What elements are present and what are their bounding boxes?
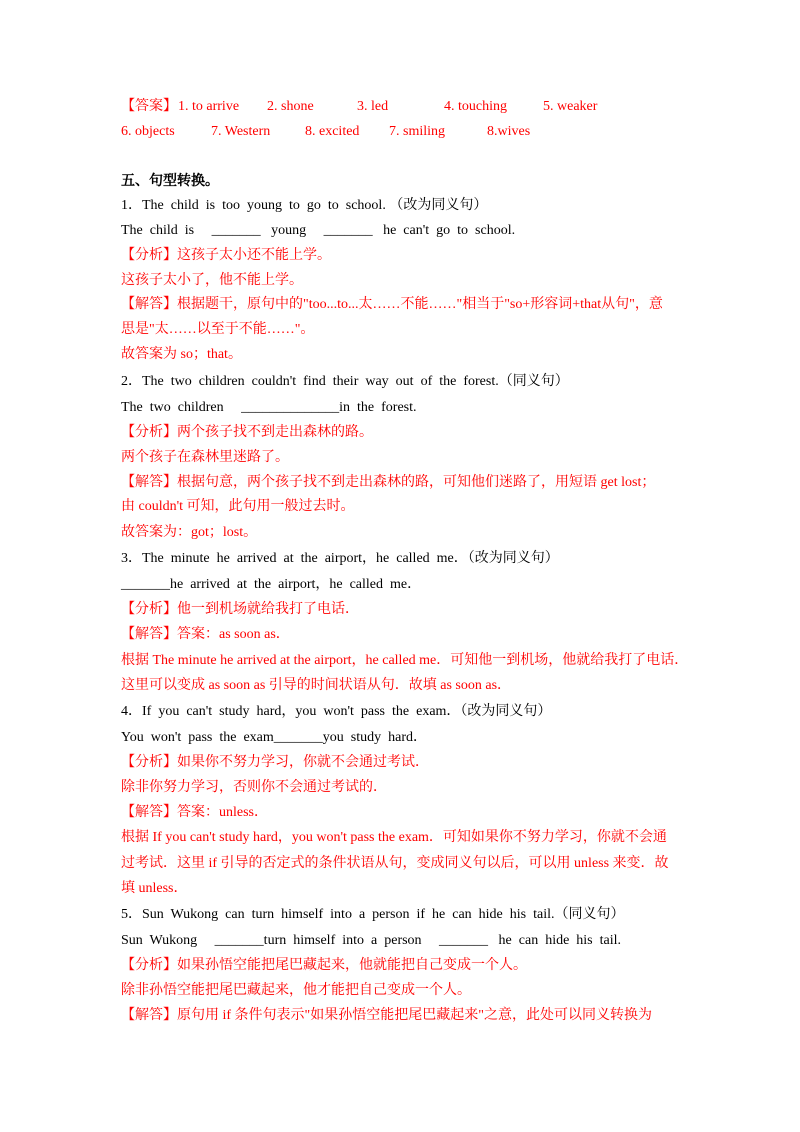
question-4: 4．If you can't study hard，you won't pass the exam．（改为同义句） (121, 704, 552, 719)
analysis-4-text: 除非你努力学习，否则你不会通过考试的． (121, 780, 387, 795)
question-2: 2．The two children couldn't find their way out of the forest.（同义句） (121, 374, 569, 389)
question-3: 3．The minute he arrived at the airport，he called me．（改为同义句） (121, 551, 559, 566)
question-5-blank-sentence: Sun Wukong _______turn himself into a person _______ he can hide his tail. (121, 933, 622, 948)
answer-1: 故答案为 so；that。 (121, 347, 242, 362)
answer-item: 7. Western (211, 124, 271, 139)
question-5: 5．Sun Wukong can turn himself into a person if he can hide his tail.（同义句） (121, 907, 625, 922)
answer-item: 6. objects (121, 124, 175, 139)
analysis-5-text: 除非孙悟空能把尾巴藏起来，他才能把自己变成一个人。 (121, 983, 471, 998)
solution-3-text: 根据 The minute he arrived at the airport，he called me．可知他一到机场，他就给我打了电话． (121, 653, 689, 668)
solution-1-cont: 思是"太……以至于不能……"。 (121, 322, 315, 337)
question-1-blank-sentence: The child is _______ young _______ he can't go to school. (121, 223, 516, 238)
solution-5: 【解答】原句用 if 条件句表示"如果孙悟空能把尾巴藏起来"之意，此处可以同义转换为 (121, 1008, 652, 1023)
question-4-blank-sentence: You won't pass the exam_______you study hard． (121, 730, 427, 745)
answer-label: 【答案】 (121, 99, 177, 114)
answer-item: 2. shone (267, 99, 314, 114)
question-1: 1．The child is too young to go to school. （改为同义句） (121, 198, 488, 213)
analysis-5: 【分析】如果孙悟空能把尾巴藏起来，他就能把自己变成一个人。 (121, 958, 527, 973)
analysis-1: 【分析】这孩子太小还不能上学。 (121, 248, 331, 263)
answer-item: 4. touching (444, 99, 507, 114)
solution-4-text: 根据 If you can't study hard，you won't pass the exam．可知如果你不努力学习，你就不会通 (121, 830, 667, 845)
analysis-2: 【分析】两个孩子找不到走出森林的路。 (121, 425, 373, 440)
solution-2: 【解答】根据句意，两个孩子找不到走出森林的路，可知他们迷路了，用短语 get lost； (121, 475, 656, 490)
answer-item: 1. to arrive (178, 99, 240, 114)
analysis-2-text: 两个孩子在森林里迷路了。 (121, 450, 289, 465)
answer-item: 7. smiling (389, 124, 446, 139)
answer-item: 8.wives (487, 124, 531, 139)
section-title: 五、句型转换。 (121, 174, 219, 189)
analysis-3: 【分析】他一到机场就给我打了电话． (121, 602, 359, 617)
analysis-4: 【分析】如果你不努力学习，你就不会通过考试． (121, 755, 429, 770)
answer-item: 8. excited (305, 124, 360, 139)
question-3-blank-sentence: _______he arrived at the airport，he called me． (121, 577, 422, 592)
solution-2-cont: 由 couldn't 可知，此句用一般过去时。 (121, 499, 355, 514)
solution-3-cont: 这里可以变成 as soon as 引导的时间状语从句．故填 as soon as． (121, 678, 512, 693)
solution-4: 【解答】答案：unless． (121, 805, 268, 820)
answer-2: 故答案为：got；lost。 (121, 525, 258, 540)
answer-item: 5. weaker (543, 99, 598, 114)
answer-item: 3. led (357, 99, 389, 114)
solution-4-end: 填 unless． (121, 881, 188, 896)
solution-4-cont: 过考试．这里 if 引导的否定式的条件状语从句，变成同义句以后，可以用 unless 来变．故 (121, 856, 669, 871)
analysis-1-text: 这孩子太小了，他不能上学。 (121, 273, 303, 288)
solution-1: 【解答】根据题干，原句中的"too...to...太……不能……"相当于"so+形容词+that从句"，意 (121, 297, 663, 312)
solution-3: 【解答】答案：as soon as． (121, 627, 290, 642)
question-2-blank-sentence: The two children ______________in the forest. (121, 400, 417, 415)
